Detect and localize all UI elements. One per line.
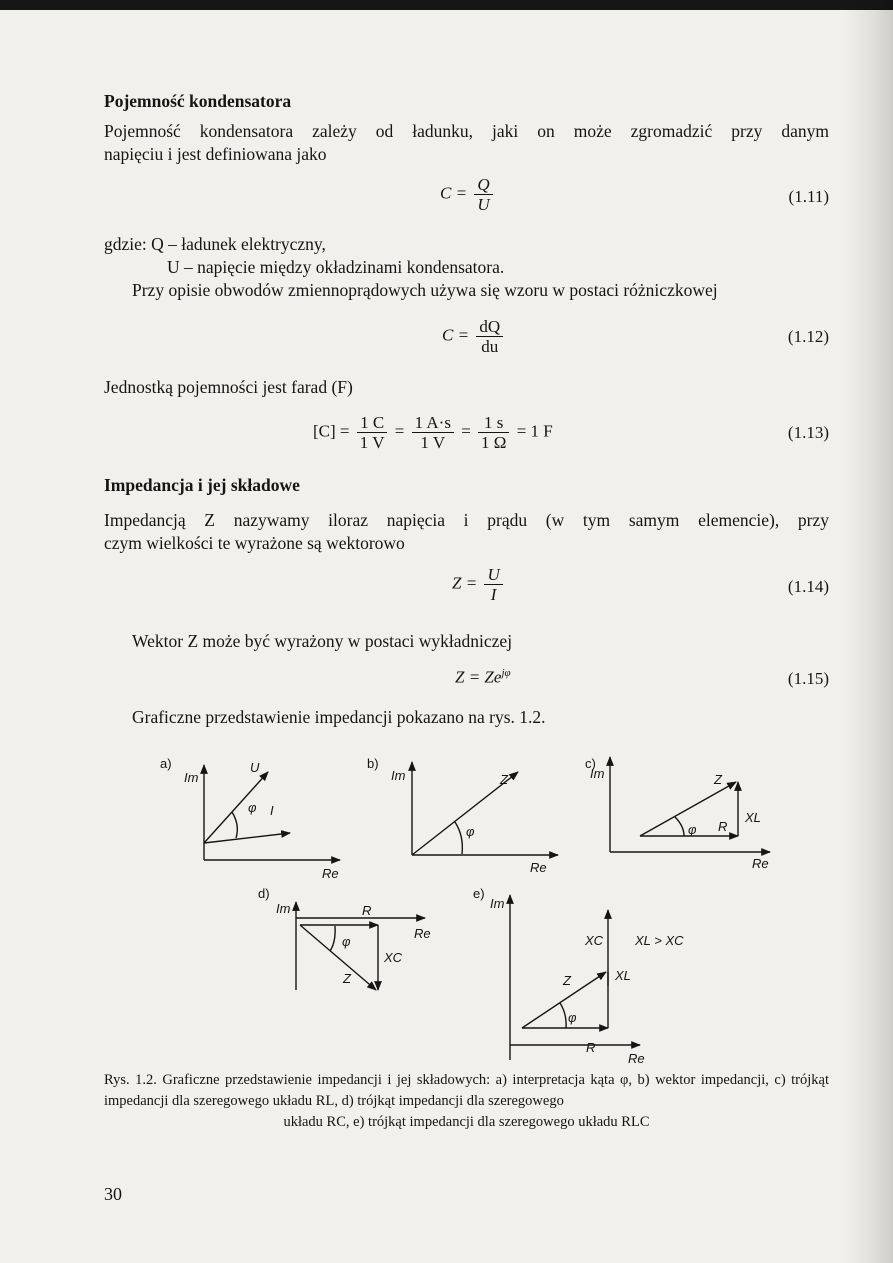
- eq113-f2-num: 1 A·s: [412, 413, 454, 433]
- figure-caption-last-line: układu RC, e) trójkąt impedancji dla szeregowego układu RLC: [283, 1114, 650, 1130]
- eq115-sup: jφ: [501, 667, 511, 679]
- panel-a-u-label: U: [250, 760, 260, 775]
- eq112-den: du: [481, 337, 499, 356]
- panel-a-re-label: Re: [322, 866, 339, 881]
- panel-c-letter: c): [585, 756, 596, 771]
- eq113-f3-den: 1 Ω: [481, 433, 507, 452]
- eq115-expr: Z = Ze: [455, 667, 502, 687]
- eq112-label: (1.12): [787, 327, 829, 346]
- panel-b-phi-label: φ: [466, 824, 475, 839]
- panel-a-u-vector: [204, 772, 268, 843]
- panel-a-phi-label: φ: [248, 800, 257, 815]
- heading-capacitance: Pojemność kondensatora: [104, 91, 292, 111]
- eq112-lhs: C =: [442, 325, 470, 345]
- where-q: gdzie: Q – ładunek elektryczny,: [104, 234, 326, 254]
- panel-e-phi-label: φ: [568, 1010, 577, 1025]
- paragraph-4-line-2: czym wielkości te wyrażone są wektorowo: [104, 533, 405, 553]
- paragraph-6: Graficzne przedstawienie impedancji pokazano na rys. 1.2.: [132, 707, 546, 727]
- panel-d-r-label: R: [362, 903, 372, 918]
- panel-c-re-label: Re: [752, 856, 769, 871]
- paragraph-1-line-2: napięciu i jest definiowana jako: [104, 144, 327, 164]
- heading-impedance: Impedancja i jej składowe: [104, 475, 300, 495]
- panel-b-re-label: Re: [530, 860, 547, 875]
- figure-caption: [104, 1070, 829, 1133]
- figure-caption-main: Rys. 1.2. Graficzne przedstawienie impedancji i jej składowych: a) interpretacja kąta φ, b) wektor impedancji, c) trójkąt impedancji dla szeregowego układu RL, d) trójkąt impedancji dla szeregowego: [104, 1072, 829, 1109]
- panel-d-letter: d): [258, 886, 270, 901]
- panel-d-phi-arc: [330, 926, 335, 951]
- panel-d-re-label: Re: [414, 926, 431, 941]
- eq113-equals-2: =: [461, 421, 471, 441]
- eq114-lhs: Z =: [452, 573, 478, 593]
- panel-e-xc-label: XC: [585, 933, 604, 948]
- panel-b-z-label: Z: [500, 772, 508, 787]
- eq111-num: Q: [474, 175, 492, 195]
- panel-c-diagram: [610, 757, 770, 852]
- eq113-f2-den: 1 V: [420, 433, 446, 452]
- eq113-tail: = 1 F: [516, 421, 553, 441]
- panel-d-phi-label: φ: [342, 934, 351, 949]
- eq111-lhs: C =: [440, 183, 468, 203]
- panel-a-im-label: Im: [184, 770, 199, 785]
- eq115-label: (1.15): [787, 669, 829, 688]
- panel-c-im-label: Im: [590, 766, 605, 781]
- panel-d-z-vector: [300, 925, 376, 990]
- panel-b-phi-arc: [455, 822, 462, 854]
- panel-c-xl-label: XL: [745, 810, 761, 825]
- eq111-label: (1.11): [788, 187, 829, 206]
- panel-d-diagram: [296, 902, 425, 990]
- panel-b-im-label: Im: [391, 768, 406, 783]
- panel-d-z-label: Z: [343, 971, 351, 986]
- panel-e-xl-label: XL: [615, 968, 631, 983]
- panel-a-letter: a): [160, 756, 172, 771]
- panel-b-letter: b): [367, 756, 379, 771]
- panel-e-im-label: Im: [490, 896, 505, 911]
- panel-a-i-label: I: [270, 803, 274, 818]
- panel-a-phi-arc: [232, 812, 237, 838]
- paragraph-2: Przy opisie obwodów zmiennoprądowych używa się wzoru w postaci różniczkowej: [132, 280, 718, 300]
- panel-b-diagram: [412, 762, 558, 855]
- eq114-label: (1.14): [787, 577, 829, 596]
- eq111-den: U: [477, 195, 490, 214]
- panel-c-phi-arc: [675, 817, 684, 836]
- panel-c-z-label: Z: [714, 772, 722, 787]
- eq112-num: dQ: [476, 317, 503, 337]
- panel-e-z-label: Z: [563, 973, 571, 988]
- eq114-num: U: [484, 565, 502, 585]
- panel-e-letter: e): [473, 886, 485, 901]
- paragraph-5: Wektor Z może być wyrażony w postaci wykładniczej: [132, 631, 513, 651]
- eq113-equals-1: =: [394, 421, 405, 441]
- panel-c-phi-label: φ: [688, 822, 697, 837]
- where-u: U – napięcie między okładzinami kondensatora.: [167, 257, 505, 277]
- panel-c-r-label: R: [718, 819, 728, 834]
- panel-e-phi-arc: [560, 1003, 566, 1028]
- panel-e-re-label: Re: [628, 1051, 645, 1066]
- eq113-f3-num: 1 s: [478, 413, 509, 433]
- panel-a-i-vector: [204, 833, 290, 843]
- panel-d-im-label: Im: [276, 901, 291, 916]
- page-number: 30: [104, 1184, 122, 1204]
- eq114-den: I: [490, 585, 497, 604]
- paragraph-1-line-1: Pojemność kondensatora zależy od ładunku, jaki on może zgromadzić przy danym: [104, 121, 829, 141]
- eq113-label: (1.13): [787, 423, 829, 442]
- paragraph-4-line-1: Impedancją Z nazywamy iloraz napięcia i prądu (w tym samym elemencie), przy: [104, 510, 829, 530]
- eq113-lhs: [C] =: [313, 421, 350, 441]
- panel-d-xc-label: XC: [384, 950, 403, 965]
- eq113-f1-num: 1 C: [357, 413, 388, 433]
- eq113-f1-den: 1 V: [359, 433, 385, 452]
- paragraph-3: Jednostką pojemności jest farad (F): [104, 377, 353, 397]
- panel-e-condition-label: XL > XC: [635, 933, 684, 948]
- panel-e-r-label: R: [586, 1040, 596, 1055]
